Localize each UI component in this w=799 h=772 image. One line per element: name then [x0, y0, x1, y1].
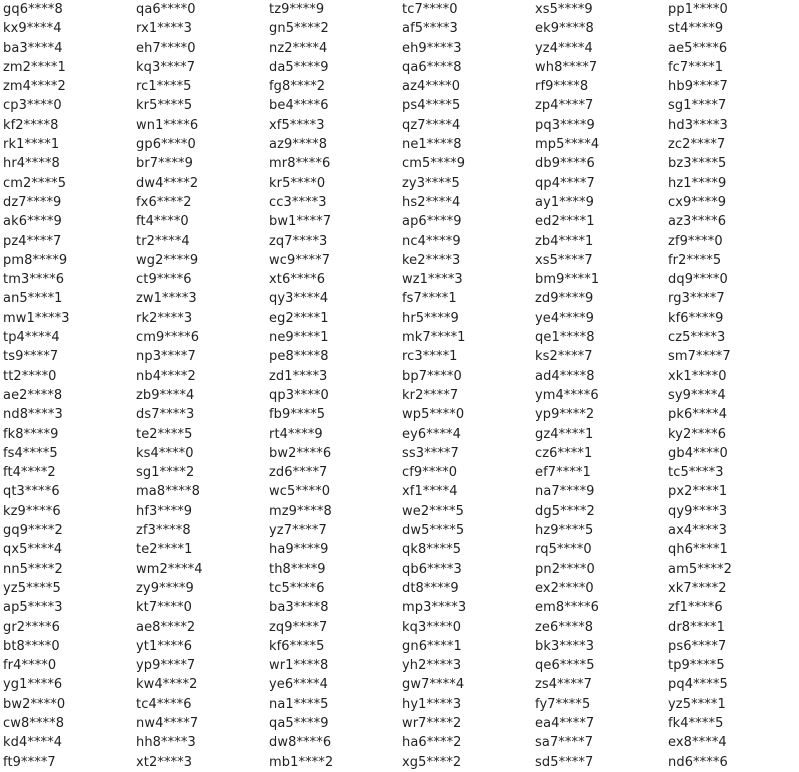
masked-id-entry: eh7****0	[136, 40, 196, 56]
masked-id-entry: tc4****6	[136, 696, 192, 712]
masked-id-entry: nz2****4	[269, 40, 328, 56]
masked-id-entry: ze6****8	[535, 619, 594, 635]
masked-id-entry: zm2****1	[3, 59, 66, 75]
masked-id-entry: wc9****7	[269, 252, 331, 268]
masked-id-entry: cm9****6	[136, 330, 200, 346]
masked-id-entry: cc3****3	[269, 194, 327, 210]
masked-id-entry: fr4****0	[3, 658, 57, 674]
masked-id-entry: pp1****0	[668, 2, 728, 17]
masked-id-entry: yh2****3	[402, 658, 462, 674]
masked-id-entry: gp6****0	[136, 137, 196, 153]
masked-id-table	[3, 0, 799, 772]
masked-id-entry: dw5****5	[402, 523, 465, 539]
masked-id-entry: gr2****6	[3, 619, 60, 635]
masked-id-entry: zp4****7	[535, 98, 594, 114]
masked-id-entry: ba3****8	[269, 600, 329, 616]
masked-id-entry: cz6****1	[535, 445, 593, 461]
masked-id-entry: tr2****4	[136, 233, 190, 249]
masked-id-entry: yz5****5	[3, 580, 61, 596]
masked-id-entry: te2****5	[136, 426, 193, 442]
masked-id-entry: hb9****7	[668, 79, 728, 95]
masked-id-entry: zf3****8	[136, 523, 191, 539]
masked-id-entry: fy7****5	[535, 696, 591, 712]
masked-id-entry: an5****1	[3, 291, 63, 307]
masked-id-entry: ps6****7	[668, 638, 727, 654]
masked-id-entry: hr5****9	[402, 310, 459, 326]
masked-id-entry: ma8****8	[136, 484, 200, 500]
masked-id-entry: st4****9	[668, 21, 724, 37]
masked-id-entry: xf1****4	[402, 484, 458, 500]
masked-id-entry: ps4****5	[402, 98, 461, 114]
masked-id-entry: xt2****3	[136, 754, 193, 770]
masked-id-entry: rf9****8	[535, 79, 589, 95]
masked-id-entry: mr8****6	[269, 156, 331, 172]
masked-id-entry: rx1****3	[136, 21, 193, 37]
masked-id-entry: nd8****3	[3, 407, 63, 423]
masked-id-entry: am5****2	[668, 561, 732, 577]
masked-id-entry: qx5****4	[3, 542, 63, 558]
masked-id-entry: te2****1	[136, 542, 193, 558]
masked-id-entry: qe6****5	[535, 658, 595, 674]
masked-id-entry: ts9****7	[3, 349, 59, 365]
masked-id-entry: kz9****6	[3, 503, 61, 519]
masked-id-entry: mw1****3	[3, 310, 70, 326]
masked-id-entry: hf3****9	[136, 503, 193, 519]
masked-id-entry: kr5****5	[136, 98, 193, 114]
masked-id-entry: dr8****1	[668, 619, 725, 635]
masked-id-entry: rk2****3	[136, 310, 193, 326]
masked-id-entry: gq9****2	[3, 523, 63, 539]
masked-id-entry: da5****9	[269, 59, 329, 75]
masked-id-entry: wr1****8	[269, 658, 329, 674]
masked-id-entry: ct9****6	[136, 272, 192, 288]
masked-id-entry: yp9****7	[136, 658, 196, 674]
masked-id-entry: wc5****0	[269, 484, 331, 500]
masked-id-entry: fx6****2	[136, 194, 192, 210]
masked-id-entry: fs4****5	[3, 445, 58, 461]
masked-id-entry: zc2****7	[668, 137, 726, 153]
masked-id-entry: zq7****3	[269, 233, 328, 249]
masked-id-entry: dq9****0	[668, 272, 728, 288]
masked-id-entry: fg8****2	[269, 79, 326, 95]
masked-id-entry: ft9****7	[3, 754, 56, 770]
masked-id-entry: ex2****0	[535, 580, 594, 596]
masked-id-entry: ek9****8	[535, 21, 594, 37]
masked-id-entry: ft4****0	[136, 214, 189, 230]
masked-id-entry: tm3****6	[3, 272, 65, 288]
masked-id-entry: we2****5	[402, 503, 464, 519]
masked-id-entry: ks4****0	[136, 445, 194, 461]
masked-id-entry: ax4****3	[668, 523, 728, 539]
masked-id-entry: wn1****6	[136, 117, 199, 133]
masked-id-entry: qa6****8	[402, 59, 462, 75]
masked-id-entry: dw8****6	[269, 735, 332, 751]
masked-id-entry: kq3****0	[402, 619, 462, 635]
masked-id-entry: az3****6	[668, 214, 727, 230]
masked-id-entry: ym4****6	[535, 387, 599, 403]
masked-id-entry: bk3****3	[535, 638, 595, 654]
masked-id-entry: na7****9	[535, 484, 595, 500]
masked-id-entry: ky2****6	[668, 426, 727, 442]
masked-id-entry: dw4****2	[136, 175, 199, 191]
masked-id-entry: nd6****6	[668, 754, 728, 770]
masked-id-entry: ad4****8	[535, 368, 595, 384]
masked-id-entry: rc3****1	[402, 349, 458, 365]
masked-id-entry: yz5****1	[668, 696, 726, 712]
masked-id-entry: xk7****2	[668, 580, 727, 596]
masked-id-entry: xg5****2	[402, 754, 462, 770]
masked-id-entry: nw4****7	[136, 715, 199, 731]
masked-id-entry: ks2****7	[535, 349, 593, 365]
masked-id-entry: ef7****1	[535, 465, 591, 481]
masked-id-entry: qb6****3	[402, 561, 462, 577]
masked-id-entry: ye6****4	[269, 677, 329, 693]
masked-id-entry: kf6****5	[269, 638, 325, 654]
masked-id-entry: az9****8	[269, 137, 328, 153]
masked-id-entry: hs2****4	[402, 194, 461, 210]
masked-id-entry: qa6****0	[136, 2, 196, 17]
masked-id-entry: ft4****2	[3, 465, 56, 481]
masked-id-entry: cm5****9	[402, 156, 466, 172]
masked-id-entry: fb9****5	[269, 407, 326, 423]
masked-id-entry: xt6****6	[269, 272, 326, 288]
masked-id-entry: mp3****3	[402, 600, 467, 616]
masked-id-entry: az4****0	[402, 79, 461, 95]
masked-id-entry: kd4****4	[3, 735, 63, 751]
masked-id-entry: be4****6	[269, 98, 329, 114]
masked-id-entry: bp7****0	[402, 368, 462, 384]
masked-id-entry: gb4****0	[668, 445, 728, 461]
masked-id-entry: pq3****9	[535, 117, 595, 133]
masked-id-entry: qy3****4	[269, 291, 329, 307]
masked-id-entry: tp9****5	[668, 658, 725, 674]
masked-id-entry: yz4****4	[535, 40, 593, 56]
masked-id-entry: ha9****9	[269, 542, 329, 558]
masked-id-entry: fk8****9	[3, 426, 59, 442]
masked-id-entry: ap5****3	[3, 600, 63, 616]
masked-id-entry: yp9****2	[535, 407, 595, 423]
masked-id-entry: rt4****9	[269, 426, 323, 442]
masked-id-entry: na1****5	[269, 696, 329, 712]
masked-id-entry: ae8****2	[136, 619, 196, 635]
masked-id-entry: sy9****4	[668, 387, 726, 403]
masked-id-entry: xs5****7	[535, 252, 593, 268]
masked-id-entry: eg2****1	[269, 310, 329, 326]
masked-id-entry: kr5****0	[269, 175, 326, 191]
masked-id-entry: zs4****7	[535, 677, 592, 693]
masked-id-entry: hd3****3	[668, 117, 728, 133]
masked-id-entry: eh9****3	[402, 40, 462, 56]
masked-id-entry: cm2****5	[3, 175, 67, 191]
masked-id-entry: sa7****7	[535, 735, 594, 751]
masked-id-entry: qy9****3	[668, 503, 728, 519]
masked-id-entry: qe1****8	[535, 330, 595, 346]
masked-id-entry: zd9****9	[535, 291, 594, 307]
masked-id-entry: ne9****1	[269, 330, 329, 346]
masked-id-entry: cf9****0	[402, 465, 458, 481]
masked-id-entry: th8****9	[269, 561, 326, 577]
masked-id-entry: em8****6	[535, 600, 600, 616]
masked-id-entry: rc1****5	[136, 79, 192, 95]
masked-id-entry: fk4****5	[668, 715, 724, 731]
masked-id-entry: dt8****9	[402, 580, 459, 596]
masked-id-entry: gw7****4	[402, 677, 465, 693]
masked-id-entry: px2****1	[668, 484, 728, 500]
masked-id-entry: zy9****9	[136, 580, 194, 596]
masked-id-entry: ds7****3	[136, 407, 195, 423]
masked-id-entry: dg5****2	[535, 503, 595, 519]
masked-id-entry: xf5****3	[269, 117, 325, 133]
masked-id-entry: zb4****1	[535, 233, 594, 249]
masked-id-entry: sm7****7	[668, 349, 731, 365]
masked-id-entry: qa5****9	[269, 715, 329, 731]
masked-id-entry: mp5****4	[535, 137, 600, 153]
masked-id-entry: gn5****2	[269, 21, 329, 37]
masked-id-entry: cw8****8	[3, 715, 65, 731]
masked-id-entry: kf6****9	[668, 310, 724, 326]
masked-id-entry: pe8****8	[269, 349, 329, 365]
masked-id-entry: db9****6	[535, 156, 595, 172]
masked-id-entry: ak6****9	[3, 214, 62, 230]
masked-id-entry: bw1****7	[269, 214, 332, 230]
masked-id-entry: zd6****7	[269, 465, 328, 481]
masked-id-entry: gn6****1	[402, 638, 462, 654]
masked-id-entry: qp3****0	[269, 387, 329, 403]
masked-id-entry: bm9****1	[535, 272, 600, 288]
masked-id-entry: wm2****4	[136, 561, 203, 577]
masked-id-entry: kr2****7	[402, 387, 459, 403]
masked-id-entry: zq9****7	[269, 619, 328, 635]
masked-id-entry: bt8****0	[3, 638, 60, 654]
masked-id-entry: zw1****3	[136, 291, 197, 307]
masked-id-entry: hr4****8	[3, 156, 60, 172]
masked-id-entry: ha6****2	[402, 735, 462, 751]
masked-id-entry: ne1****8	[402, 137, 462, 153]
masked-id-entry: mz9****8	[269, 503, 332, 519]
masked-id-entry: wh8****7	[535, 59, 598, 75]
masked-id-entry: qz7****4	[402, 117, 461, 133]
masked-id-entry: bw2****6	[269, 445, 332, 461]
masked-id-entry: sg1****7	[668, 98, 727, 114]
masked-id-entry: pq4****5	[668, 677, 728, 693]
masked-id-entry: yt1****6	[136, 638, 193, 654]
masked-id-entry: ye4****9	[535, 310, 595, 326]
masked-id-entry: ey6****4	[402, 426, 462, 442]
masked-id-entry: bz3****5	[668, 156, 727, 172]
masked-id-entry: yz7****7	[269, 523, 327, 539]
masked-id-entry: hz9****5	[535, 523, 594, 539]
masked-id-entry: tz9****9	[269, 2, 325, 17]
masked-id-entry: dz7****9	[3, 194, 62, 210]
masked-id-entry: rk1****1	[3, 137, 60, 153]
masked-id-entry: qk8****5	[402, 542, 462, 558]
masked-id-entry: sg1****2	[136, 465, 195, 481]
masked-id-entry: zf9****0	[668, 233, 723, 249]
masked-id-entry: kt7****0	[136, 600, 192, 616]
masked-id-entry: kw4****2	[136, 677, 198, 693]
masked-id-entry: wg2****9	[136, 252, 199, 268]
masked-id-entry: gz4****1	[535, 426, 594, 442]
masked-id-entry: wp5****0	[402, 407, 465, 423]
masked-id-entry: ed2****1	[535, 214, 595, 230]
masked-id-entry: zd1****3	[269, 368, 328, 384]
masked-id-entry: ap6****9	[402, 214, 462, 230]
masked-id-entry: ke2****3	[402, 252, 461, 268]
masked-id-entry: tp4****4	[3, 330, 60, 346]
masked-id-entry: pk6****4	[668, 407, 728, 423]
masked-id-entry: hz1****9	[668, 175, 727, 191]
masked-id-entry: nb4****2	[136, 368, 196, 384]
masked-id-entry: qt3****6	[3, 484, 60, 500]
masked-id-entry: fs7****1	[402, 291, 457, 307]
masked-id-entry: zm4****2	[3, 79, 66, 95]
masked-id-entry: zf1****6	[668, 600, 723, 616]
masked-id-entry: qh6****1	[668, 542, 728, 558]
masked-id-entry: sd5****7	[535, 754, 594, 770]
masked-id-entry: wz1****3	[402, 272, 463, 288]
masked-id-entry: ea4****7	[535, 715, 595, 731]
masked-id-entry: fc7****1	[668, 59, 724, 75]
masked-id-entry: ba3****4	[3, 40, 63, 56]
masked-id-entry: pm8****9	[3, 252, 68, 268]
masked-id-entry: xs5****9	[535, 2, 593, 17]
masked-id-entry: xk1****0	[668, 368, 727, 384]
masked-id-entry: cp3****0	[3, 98, 62, 114]
masked-id-entry: rg3****7	[668, 291, 725, 307]
masked-id-entry: mb1****2	[269, 754, 334, 770]
masked-id-entry: zy3****5	[402, 175, 460, 191]
masked-id-entry: tc5****3	[668, 465, 724, 481]
masked-id-entry: br7****9	[136, 156, 193, 172]
masked-id-entry: gq6****8	[3, 2, 63, 17]
masked-id-entry: qp4****7	[535, 175, 595, 191]
masked-id-entry: ay1****9	[535, 194, 595, 210]
masked-id-entry: cz5****3	[668, 330, 726, 346]
masked-id-entry: wr7****2	[402, 715, 462, 731]
masked-id-entry: tc7****0	[402, 2, 458, 17]
masked-id-entry: ss3****7	[402, 445, 459, 461]
masked-id-entry: kq3****7	[136, 59, 196, 75]
masked-id-entry: np3****7	[136, 349, 196, 365]
masked-id-entry: rq5****0	[535, 542, 592, 558]
masked-id-entry: mk7****1	[402, 330, 466, 346]
masked-id-entry: kf2****8	[3, 117, 59, 133]
masked-id-entry: ae5****6	[668, 40, 728, 56]
masked-id-entry: fr2****5	[668, 252, 722, 268]
masked-id-entry: tt2****0	[3, 368, 57, 384]
masked-id-entry: yg1****6	[3, 677, 63, 693]
masked-id-entry: af5****3	[402, 21, 458, 37]
masked-id-entry: nn5****2	[3, 561, 63, 577]
masked-id-entry: cx9****9	[668, 194, 727, 210]
masked-id-entry: tc5****6	[269, 580, 325, 596]
masked-id-entry: ex8****4	[668, 735, 727, 751]
masked-id-entry: kx9****4	[3, 21, 62, 37]
masked-id-entry: hh8****3	[136, 735, 196, 751]
masked-id-entry: ae2****8	[3, 387, 63, 403]
masked-id-entry: pz4****7	[3, 233, 62, 249]
masked-id-entry: zb9****4	[136, 387, 195, 403]
masked-id-entry: nc4****9	[402, 233, 461, 249]
masked-id-entry: hy1****3	[402, 696, 462, 712]
masked-id-entry: bw2****0	[3, 696, 66, 712]
masked-id-entry: pn2****0	[535, 561, 595, 577]
